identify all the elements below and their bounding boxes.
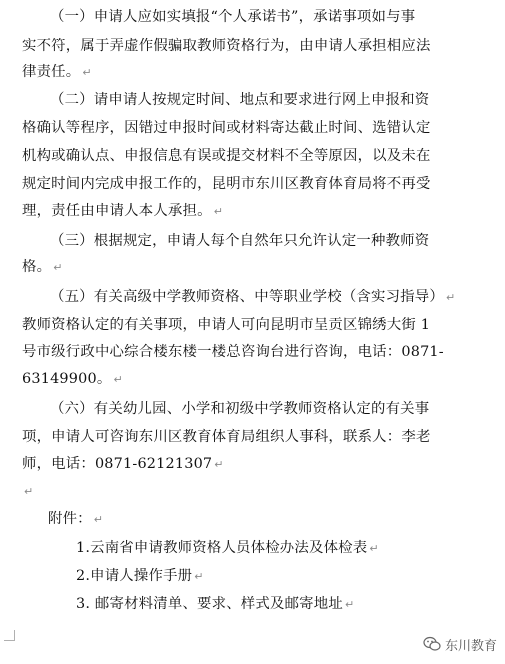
paragraph-5-line-2: 项，申请人可咨询东川区教育体育局组织人事科，联系人：李老 (22, 429, 431, 445)
paragraph-5-line-3: 师，电话：0871-62121307 ↵ (22, 456, 224, 472)
paragraph-mark: ↵ (369, 542, 379, 555)
paragraph-2-line-1: （二）请申请人按规定时间、地点和要求进行网上申报和资 (50, 92, 430, 108)
paragraph-2-line-4: 规定时间内完成申报工作的，昆明市东川区教育体育局将不再受 (22, 176, 431, 192)
paragraph-4-line-3: 号市级行政中心综合楼东楼一楼总咨询台进行咨询，电话：0871- (22, 344, 444, 360)
attachment-item-2: 2.申请人操作手册 ↵ (76, 568, 204, 584)
empty-paragraph (22, 481, 33, 502)
paragraph-mark: ↵ (82, 66, 92, 79)
paragraph-mark: ↵ (53, 261, 63, 274)
paragraph-1-line-2: 实不符，属于弄虚作假骗取教师资格行为，由申请人承担相应法 (22, 38, 431, 54)
paragraph-mark: ↵ (113, 373, 123, 386)
paragraph-3-line-2: 格。 ↵ (22, 259, 63, 275)
paragraph-mark: ↵ (213, 205, 224, 218)
watermark (423, 634, 497, 654)
paragraph-mark: ↵ (214, 458, 224, 471)
paragraph-5-line-1: （六）有关幼儿园、小学和初级中学教师资格认定的有关事 (50, 401, 430, 417)
paragraph-mark: ↵ (93, 513, 104, 526)
watermark-text: 东川教育 (444, 638, 497, 654)
paragraph-2-line-2: 格确认等程序，因错过申报时间或材料寄达截止时间、选错认定 (22, 120, 431, 136)
paragraph-mark: ↵ (194, 570, 204, 583)
paragraph-mark: ↵ (445, 291, 456, 304)
paragraph-4-line-4: 63149900。 ↵ (22, 371, 123, 387)
paragraph-1-line-1: （一）申请人应如实填报“个人承诺书”，承诺事项如与事 (50, 9, 416, 25)
paragraph-4-line-1: （五）有关高级中学教师资格、中等职业学校（含实习指导） ↵ (50, 289, 456, 305)
attachment-item-3: 3. 邮寄材料清单、要求、样式及邮寄地址 ↵ (76, 596, 355, 612)
paragraph-2-line-3: 机构或确认点、申报信息有误或提交材料不全等原因，以及未在 (22, 148, 431, 164)
paragraph-mark: ↵ (24, 485, 34, 498)
attachment-item-1: 1.云南省申请教师资格人员体检办法及体检表 ↵ (76, 540, 379, 556)
page-corner-mark (4, 630, 15, 641)
paragraph-mark: ↵ (344, 598, 355, 611)
attachments-heading: 附件： ↵ (48, 511, 104, 527)
paragraph-3-line-1: （三）根据规定，申请人每个自然年只允许认定一种教师资 (50, 233, 430, 249)
paragraph-1-line-3: 律责任。 ↵ (22, 64, 92, 80)
paragraph-4-line-2: 教师资格认定的有关事项，申请人可向昆明市呈贡区锦绣大街 1 (22, 317, 431, 333)
wechat-bubble-icon (423, 636, 441, 652)
paragraph-2-line-5: 理，责任由申请人本人承担。 ↵ (22, 203, 224, 219)
